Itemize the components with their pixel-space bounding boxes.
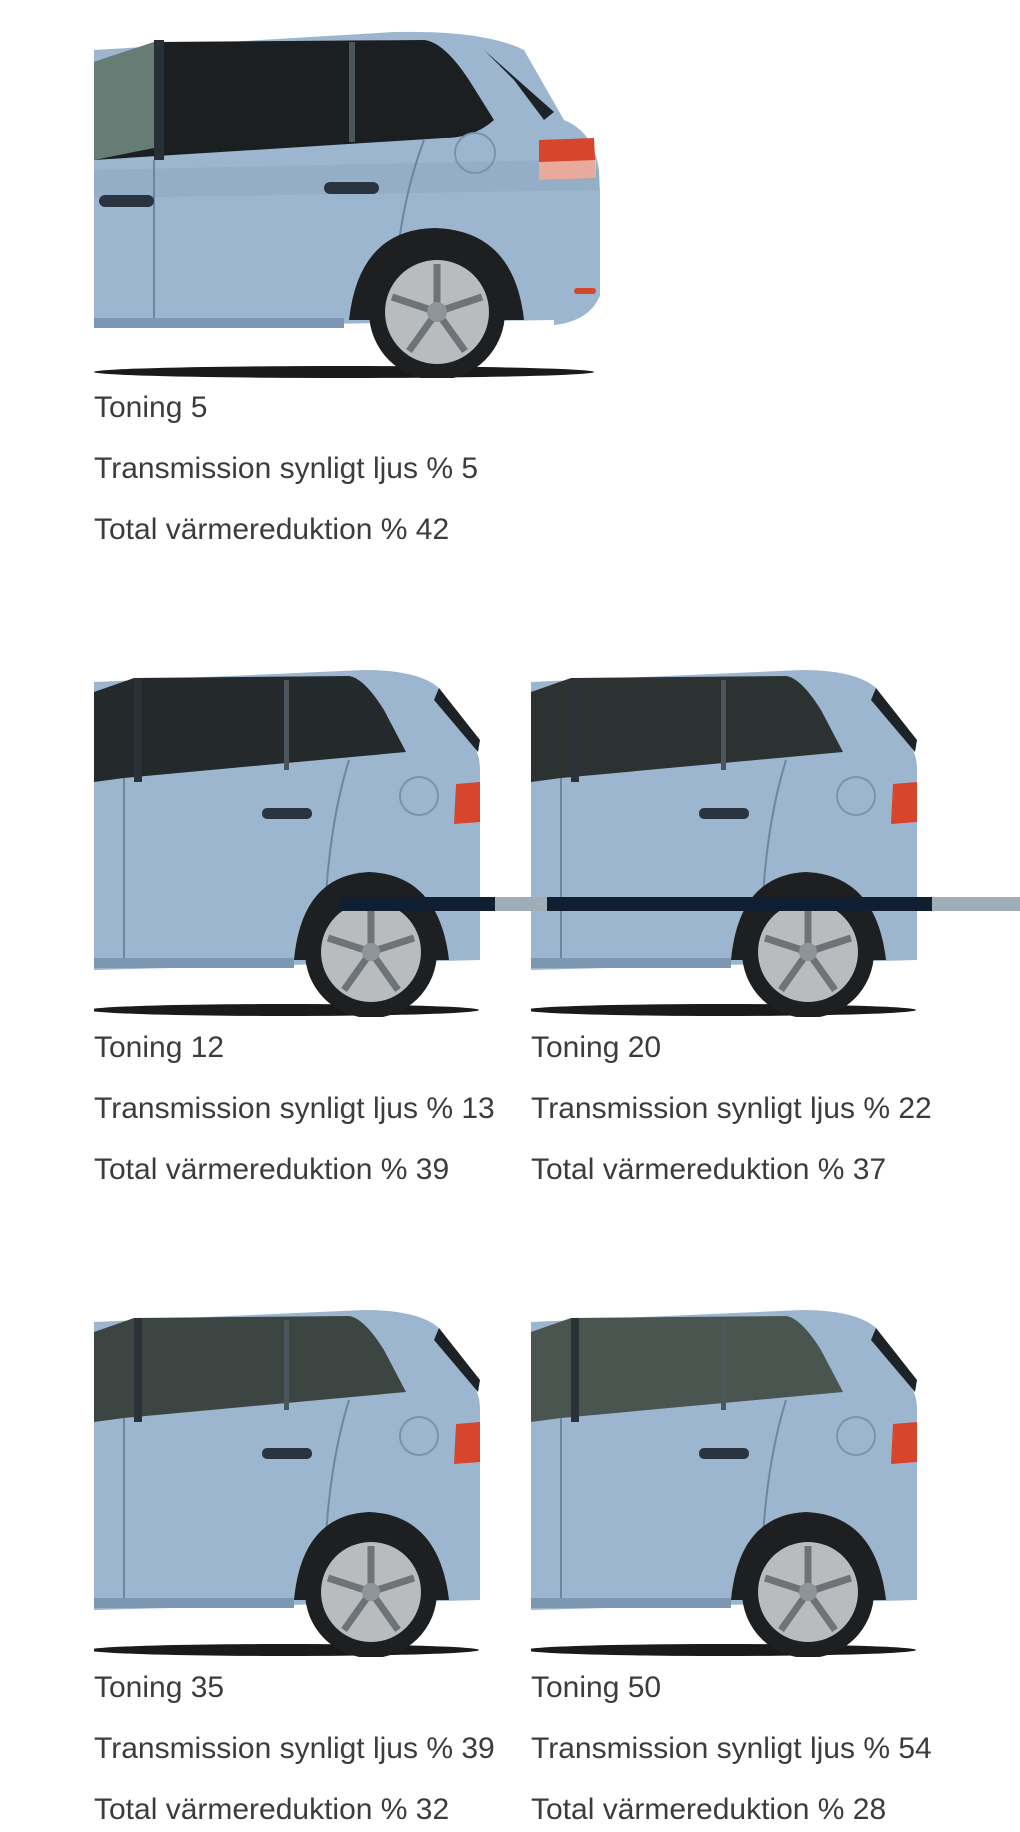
tint-image-5 <box>94 20 600 378</box>
tint-heat-reduction: Total värmereduktion % 37 <box>531 1153 887 1186</box>
tint-image-35 <box>94 1300 480 1657</box>
tint-title: Toning 12 <box>94 1031 225 1064</box>
car-image <box>94 1300 480 1657</box>
tint-image-20 <box>531 660 917 1017</box>
tint-transmission: Transmission synligt ljus % 39 <box>94 1732 495 1765</box>
tint-title: Toning 20 <box>531 1031 662 1064</box>
tint-heat-reduction: Total värmereduktion % 32 <box>94 1793 450 1826</box>
tint-image-12 <box>94 660 480 1017</box>
render-artifact-bar <box>547 897 932 911</box>
render-artifact-bar <box>495 897 547 911</box>
tint-heat-reduction: Total värmereduktion % 28 <box>531 1793 887 1826</box>
car-image <box>94 20 600 378</box>
car-image <box>531 1300 917 1657</box>
tint-transmission: Transmission synligt ljus % 5 <box>94 452 479 485</box>
car-image <box>94 660 480 1017</box>
render-artifact-bar <box>932 897 1020 911</box>
tint-title: Toning 35 <box>94 1671 225 1704</box>
tint-heat-reduction: Total värmereduktion % 39 <box>94 1153 450 1186</box>
car-image <box>531 660 917 1017</box>
tint-transmission: Transmission synligt ljus % 54 <box>531 1732 932 1765</box>
tint-transmission: Transmission synligt ljus % 22 <box>531 1092 932 1125</box>
tint-title: Toning 5 <box>94 391 208 424</box>
tint-heat-reduction: Total värmereduktion % 42 <box>94 513 450 546</box>
tint-image-50 <box>531 1300 917 1657</box>
tint-title: Toning 50 <box>531 1671 662 1704</box>
tint-transmission: Transmission synligt ljus % 13 <box>94 1092 495 1125</box>
render-artifact-bar <box>340 897 495 911</box>
